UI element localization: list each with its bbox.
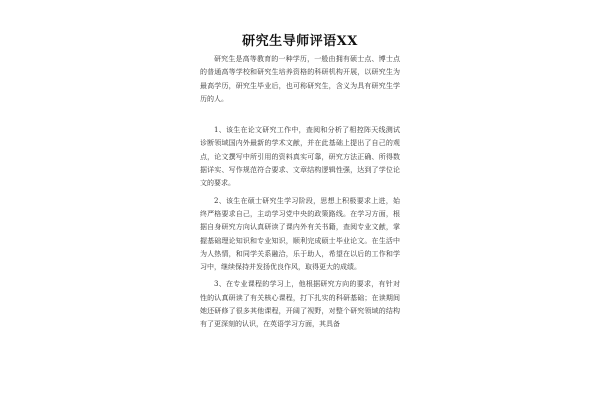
document-body <box>200 53 400 332</box>
paragraph-intro: 研究生是高等教育的一种学历，一般由拥有硕士点、博士点的普通高等学校和研究生培养资格的科研机构开展，以研究生为最高学历，研究生毕业后，也可称研究生，含义为具有研究生学历的人。 <box>200 55 400 103</box>
paragraph-spacer <box>200 106 400 124</box>
paragraph-comment-3: 3、在专业课程的学习上，他根据研究方向的要求，有针对性的认真研读了有关核心课程，打下扎实的科研基础；在读期间她还研修了很多其他课程，开阔了视野，对整个研究领域的结构有了更深刻的认识，在英语学习方面，其具备 <box>200 280 400 329</box>
paragraph-comment-2: 2、该生在硕士研究生学习阶段，思想上积极要求上进，始终严格要求自己，主动学习党中央的政策路线。在学习方面，根据自身研究方向认真研读了课内外有关书籍，查阅专业文献，掌握基础理论知识和专业知识，顺利完成硕士毕业论文。在生活中为人热情，和同学关系融洽，乐于助人，希望在以后的工作和学习中，继续保持并发扬优良作风，取得更大的成绩。 <box>200 196 400 272</box>
document-title: 研究生导师评语XX <box>242 34 358 49</box>
paragraph-comment-1: 1、该生在论文研究工作中，查阅和分析了相控阵天线测试诊断领域国内外最新的学术文献，并在此基础上提出了自己的观点，论文撰写中所引用的资料真实可靠，研究方法正确、所得数据详实、写作规范符合要求、文章结构逻辑性强，达到了学位论文的要求。 <box>200 126 400 188</box>
